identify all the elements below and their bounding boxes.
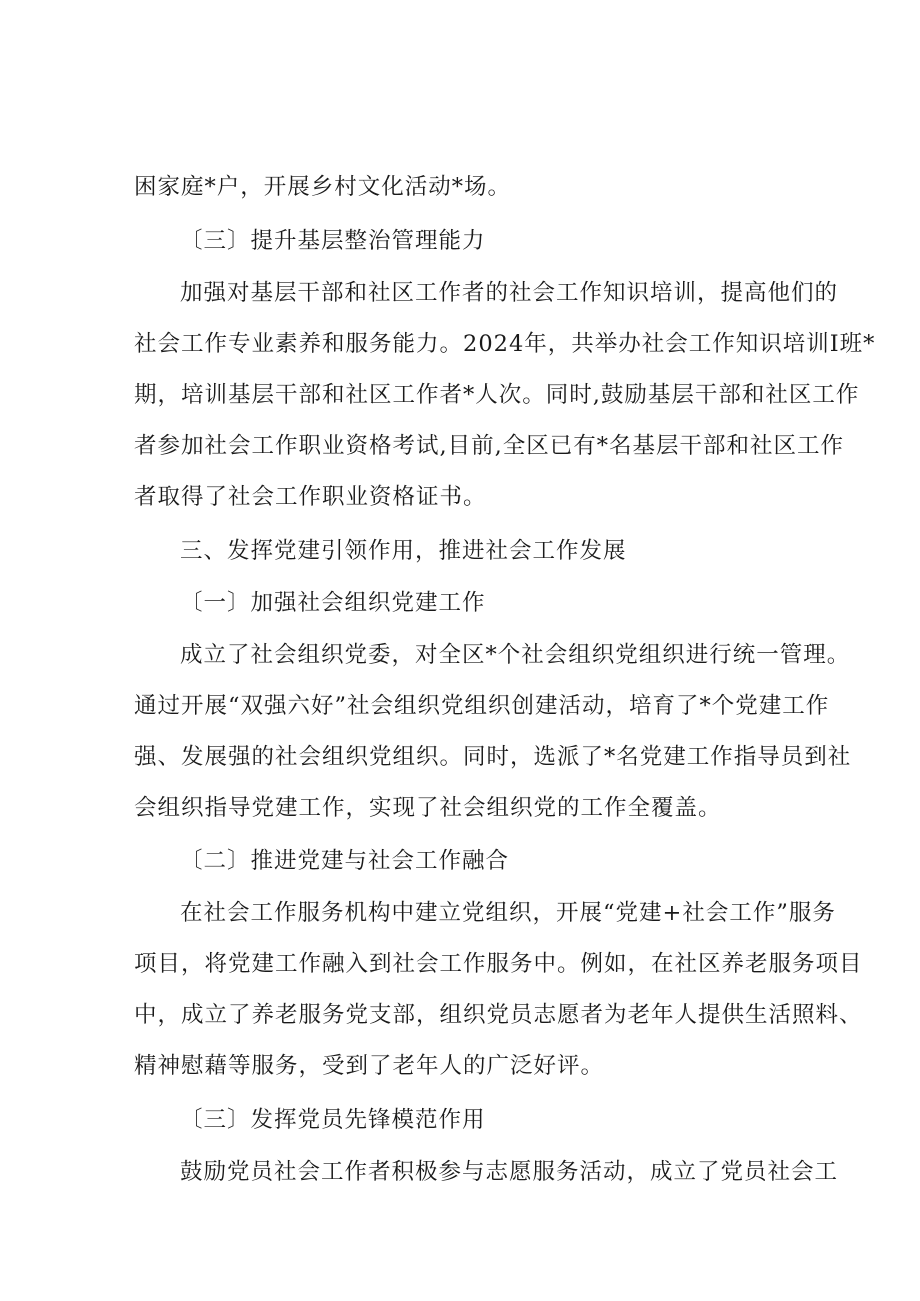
paragraph-line: 项目，将党建工作融入到社会工作服务中。例如，在社区养老服务项目	[134, 951, 863, 977]
paragraph-line: 加强对基层干部和社区工作者的社会工作知识培训，提高他们的	[180, 280, 839, 306]
paragraph-line: 者参加社会工作职业资格考试,目前,全区已有*名基层干部和社区工作	[134, 433, 845, 459]
paragraph-line: 成立了社会组织党委，对全区*个社会组织党组织进行统一管理。	[180, 642, 851, 668]
paragraph-line: 在社会工作服务机构中建立党组织，开展“党建+社会工作”服务	[180, 900, 836, 926]
paragraph-line: 强、发展强的社会组织党组织。同时，选派了*名党建工作指导员到社	[134, 744, 852, 770]
section-heading: 三、发挥党建引领作用，推进社会工作发展	[180, 538, 627, 564]
section-subheading: 〔一〕加强社会组织党建工作	[180, 590, 486, 616]
section-subheading: 〔二〕推进党建与社会工作融合	[180, 848, 510, 874]
paragraph-line: 鼓励党员社会工作者积极参与志愿服务活动，成立了党员社会工	[180, 1159, 839, 1185]
paragraph-line: 社会工作专业素养和服务能力。2024年，共举办社会工作知识培训I班*	[134, 331, 876, 357]
paragraph-line: 精神慰藉等服务，受到了老年人的广泛好评。	[134, 1053, 605, 1079]
paragraph-line: 中，成立了养老服务党支部，组织党员志愿者为老年人提供生活照料、	[134, 1002, 863, 1028]
paragraph-line: 通过开展“双强六好”社会组织党组织创建活动，培育了*个党建工作	[134, 693, 830, 719]
section-subheading: 〔三〕发挥党员先锋模范作用	[180, 1107, 486, 1133]
paragraph-line: 者取得了社会工作职业资格证书。	[134, 484, 487, 510]
paragraph-line: 会组织指导党建工作，实现了社会组织党的工作全覆盖。	[134, 795, 722, 821]
paragraph-continuation-line: 困家庭*户，开展乡村文化活动*场。	[134, 174, 512, 200]
section-subheading: 〔三〕提升基层整治管理能力	[180, 228, 486, 254]
paragraph-line: 期，培训基层干部和社区工作者*人次。同时,鼓励基层干部和社区工作	[134, 382, 860, 408]
